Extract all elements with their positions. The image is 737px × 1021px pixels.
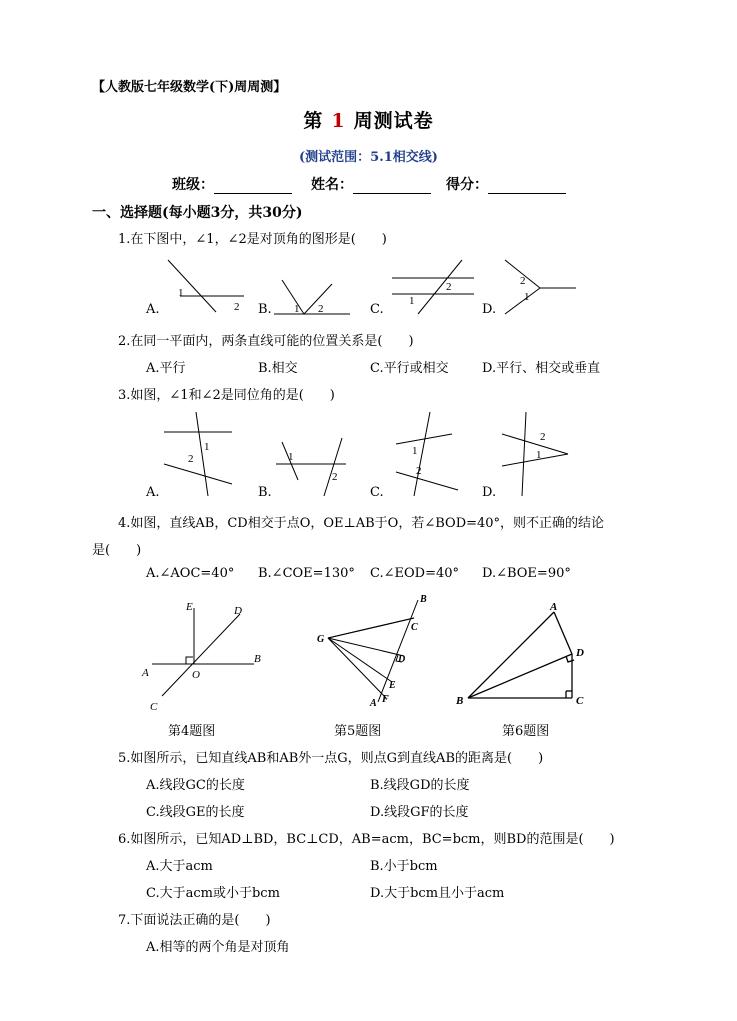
fig4-label-o: O — [192, 669, 200, 681]
q3-option-a[interactable]: A. — [146, 485, 160, 500]
page-title — [0, 106, 737, 133]
name-label: 姓名： — [311, 177, 353, 193]
q1-fig-c — [392, 260, 474, 314]
q7-option-a[interactable]: A.相等的两个角是对顶角 — [146, 940, 290, 955]
question-7: 7.下面说法正确的是( ) — [118, 913, 271, 928]
fig4-label-c: C — [150, 701, 158, 713]
fig6-geometry — [468, 612, 574, 698]
fig4-label-d: D — [234, 605, 242, 617]
q3-d-label1: 1 — [536, 449, 542, 461]
q1-b-label1: 1 — [294, 303, 300, 315]
fig6-label-c: C — [576, 695, 584, 707]
fig4-label-b: B — [254, 653, 261, 665]
score-blank[interactable] — [488, 179, 566, 194]
q6-option-a[interactable]: A.大于acm — [146, 859, 213, 874]
q6-option-c[interactable]: C.大于acm或小于bcm — [146, 886, 280, 901]
q5-option-b[interactable]: B.线段GD的长度 — [370, 778, 470, 793]
q4-option-a[interactable]: A.∠AOC=40° — [146, 566, 235, 581]
q1-d-label2: 2 — [520, 275, 526, 287]
fig5-label-f: F — [382, 694, 389, 705]
q3-c-label2: 2 — [416, 465, 422, 477]
fig5-label-d: D — [398, 654, 406, 665]
section-heading: 一、选择题(每小题3分，共30分) — [92, 205, 303, 221]
q3-a-label1: 1 — [204, 441, 210, 453]
fig4-geometry — [152, 608, 254, 696]
q6-option-b[interactable]: B.小于bcm — [370, 859, 438, 874]
q5-option-a[interactable]: A.线段GC的长度 — [146, 778, 245, 793]
fig5-label-c: C — [411, 622, 418, 633]
q1-fig-a — [168, 260, 244, 312]
q3-fig-c — [396, 412, 458, 496]
question-4-line1: 4.如图，直线AB，CD相交于点O，OE⊥AB于O，若∠BOD=40°，则不正确的结论 — [118, 516, 605, 531]
q1-option-a[interactable]: A. — [146, 302, 160, 317]
q4-option-b[interactable]: B.∠COE=130° — [258, 566, 355, 581]
q1-a-label2: 2 — [234, 301, 240, 313]
question-2: 2.在同一平面内，两条直线可能的位置关系是( ) — [118, 334, 414, 349]
question-1: 1.在下图中，∠1，∠2是对顶角的图形是( ) — [118, 232, 387, 247]
q5-option-d[interactable]: D.线段GF的长度 — [370, 805, 469, 820]
score-label: 得分： — [446, 177, 488, 193]
name-field[interactable] — [311, 174, 431, 194]
q1-c-label1: 1 — [409, 295, 415, 307]
fig6-caption: 第6题图 — [502, 724, 550, 739]
q3-option-c[interactable]: C. — [370, 485, 384, 500]
q3-fig-d — [502, 412, 568, 496]
question-5: 5.如图所示，已知直线AB和AB外一点G，则点G到直线AB的距离是( ) — [118, 751, 544, 766]
q2-option-b[interactable]: B.相交 — [258, 361, 298, 376]
q1-option-d[interactable]: D. — [482, 302, 497, 317]
q2-option-a[interactable]: A.平行 — [146, 361, 186, 376]
fig6-label-b: B — [456, 695, 464, 707]
q1-fig-d — [505, 260, 576, 314]
q3-d-label2: 2 — [540, 431, 546, 443]
fig5-label-b: B — [420, 594, 427, 605]
q4-option-c[interactable]: C.∠EOD=40° — [370, 566, 460, 581]
fig4-caption: 第4题图 — [168, 724, 216, 739]
q3-fig-a — [164, 412, 232, 496]
class-field[interactable] — [172, 174, 292, 194]
title-suffix: 周测试卷 — [353, 110, 434, 132]
q2-option-d[interactable]: D.平行、相交或垂直 — [482, 361, 601, 376]
figures-4-5-6 — [136, 594, 596, 718]
q4-option-d[interactable]: D.∠BOE=90° — [482, 566, 571, 581]
q6-option-d[interactable]: D.大于bcm且小于acm — [370, 886, 505, 901]
q2-option-c[interactable]: C.平行或相交 — [370, 361, 449, 376]
fig5-label-a: A — [370, 698, 377, 709]
score-field[interactable] — [446, 174, 566, 194]
q1-d-label1: 1 — [524, 291, 530, 303]
question-3: 3.如图，∠1和∠2是同位角的是( ) — [118, 388, 335, 403]
fig6-label-d: D — [576, 647, 584, 659]
question-4-line2: 是( ) — [92, 543, 142, 558]
fig5-label-g: G — [317, 634, 325, 645]
q1-a-label1: 1 — [178, 287, 184, 299]
q1-fig-b — [274, 280, 350, 314]
series-header: 【人教版七年级数学(下)周周测】 — [92, 80, 287, 95]
title-number: 1 — [331, 110, 346, 132]
q1-b-label2: 2 — [318, 303, 324, 315]
q1-option-c[interactable]: C. — [370, 302, 384, 317]
test-scope: (测试范围：5.1相交线) — [299, 150, 438, 165]
q3-c-label1: 1 — [412, 445, 418, 457]
q3-a-label2: 2 — [188, 453, 194, 465]
q3-b-label2: 2 — [332, 471, 338, 483]
class-blank[interactable] — [214, 179, 292, 194]
q3-option-d[interactable]: D. — [482, 485, 497, 500]
fig5-geometry — [328, 600, 418, 702]
fig6-label-a: A — [550, 601, 558, 613]
fig5-caption: 第5题图 — [334, 724, 382, 739]
class-label: 班级： — [172, 177, 214, 193]
q3-fig-b — [276, 438, 346, 496]
name-blank[interactable] — [353, 179, 431, 194]
title-prefix: 第 — [303, 110, 324, 132]
q3-b-label1: 1 — [288, 451, 294, 463]
fig4-label-e: E — [186, 601, 193, 613]
q3-option-b[interactable]: B. — [258, 485, 272, 500]
fig5-label-e: E — [389, 680, 396, 691]
question-6: 6.如图所示，已知AD⊥BD，BC⊥CD，AB=acm，BC=bcm，则BD的范围是( ) — [118, 832, 615, 847]
q1-option-b[interactable]: B. — [258, 302, 272, 317]
fig4-label-a: A — [142, 667, 149, 679]
q1-c-label2: 2 — [446, 281, 452, 293]
q5-option-c[interactable]: C.线段GE的长度 — [146, 805, 245, 820]
